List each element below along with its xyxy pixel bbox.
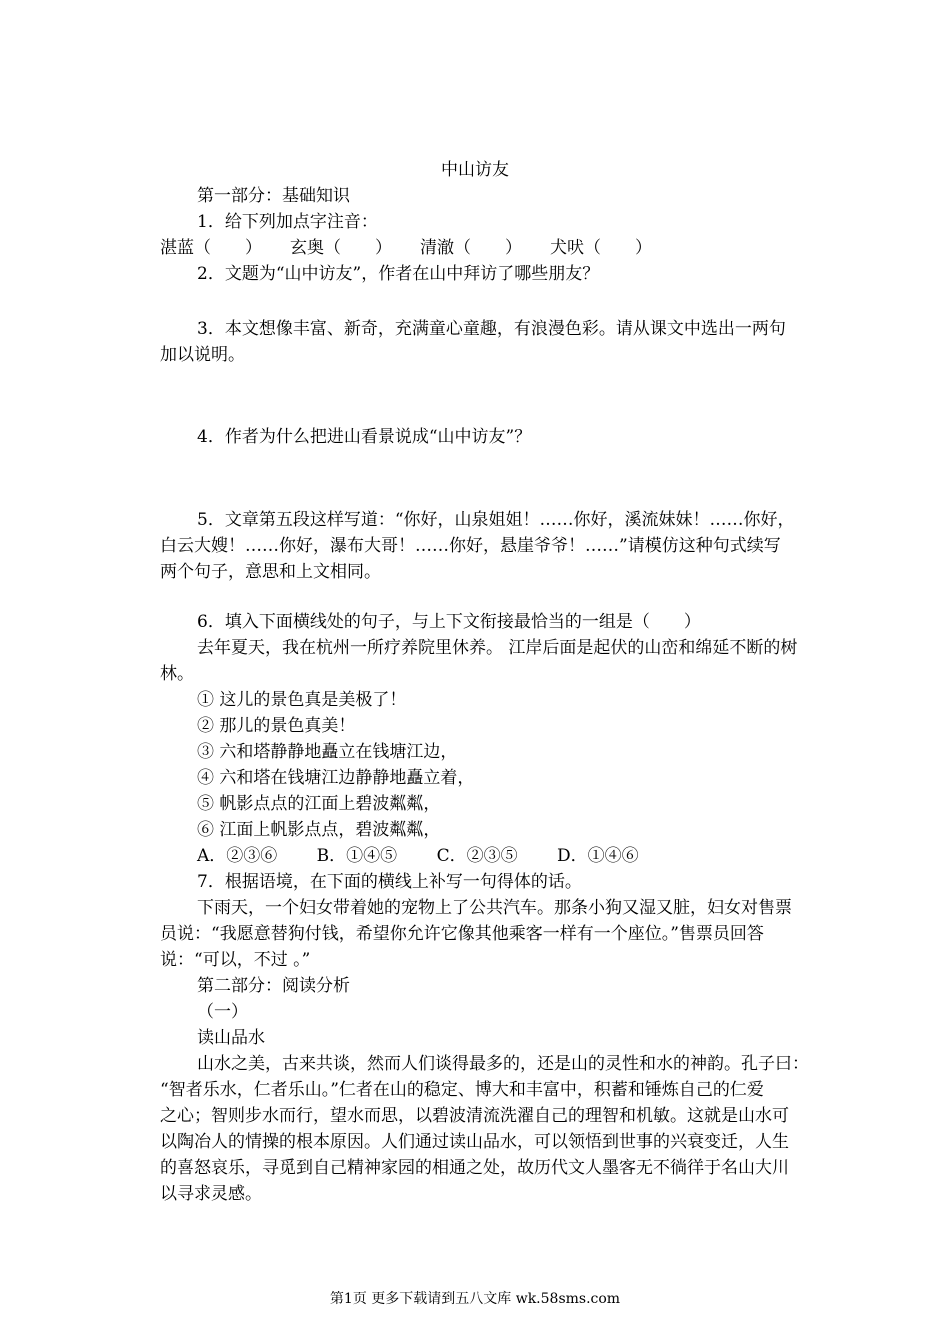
q6-option: ④ 六和塔在钱塘江边静静地矗立着， bbox=[197, 768, 475, 788]
q6-passage-line: 林。 bbox=[160, 664, 194, 684]
q1-item: 玄奥（ ） bbox=[290, 238, 392, 258]
q1-item: 湛蓝（ ） bbox=[160, 238, 262, 258]
section-label: （一） bbox=[197, 1002, 248, 1022]
q1-item: 清澈（ ） bbox=[420, 238, 522, 258]
q6-choices: A．②③⑥ B．①④⑤ C．②③⑤ D．①④⑥ bbox=[197, 846, 639, 866]
q2-question: 2．文题为“山中访友”，作者在山中拜访了哪些朋友？ bbox=[197, 264, 600, 284]
q6-option: ② 那儿的景色真美！ bbox=[197, 716, 356, 736]
part1-heading: 第一部分：基础知识 bbox=[197, 186, 350, 206]
q1-items bbox=[160, 235, 680, 261]
q1-item: 犬吠（ ） bbox=[550, 238, 652, 258]
page-footer: 第1页 更多下载请到五八文库 wk.58sms.com bbox=[329, 1291, 621, 1307]
q1-stem: 1．给下列加点字注音： bbox=[197, 212, 378, 232]
q5-line: 白云大嫂！……你好，瀑布大哥！……你好，悬崖爷爷！……”请模仿这种句式续写 bbox=[160, 536, 781, 556]
q6-option: ① 这儿的景色真是美极了！ bbox=[197, 690, 407, 710]
reading-line: 山水之美，古来共谈，然而人们谈得最多的，还是山的灵性和水的神韵。孔子曰： bbox=[197, 1054, 809, 1074]
q5-line: 两个句子，意思和上文相同。 bbox=[160, 562, 381, 582]
reading-line: 的喜怒哀乐，寻觅到自己精神家园的相通之处，故历代文人墨客无不徜徉于名山大川 bbox=[160, 1158, 789, 1178]
document-title: 中山访友 bbox=[441, 160, 509, 180]
q7-line: 员说：“我愿意替狗付钱，希望你允许它像其他乘客一样有一个座位。”售票员回答 bbox=[160, 924, 764, 944]
part2-heading: 第二部分：阅读分析 bbox=[197, 976, 350, 996]
q5-line: 5．文章第五段这样写道：“你好，山泉姐姐！……你好，溪流妹妹！……你好， bbox=[197, 510, 795, 530]
reading-title: 读山品水 bbox=[197, 1028, 265, 1048]
q6-option: ⑥ 江面上帆影点点，碧波粼粼， bbox=[197, 820, 441, 840]
q7-line: 说：“可以，不过 。” bbox=[160, 950, 311, 970]
q3-line: 3．本文想像丰富、新奇，充满童心童趣，有浪漫色彩。请从课文中选出一两句 bbox=[197, 319, 786, 339]
q3-line: 加以说明。 bbox=[160, 345, 245, 365]
reading-line: 之心；智则步水而行，望水而思，以碧波清流洗濯自己的理智和机敏。这就是山水可 bbox=[160, 1106, 789, 1126]
reading-line: “智者乐水，仁者乐山。”仁者在山的稳定、博大和丰富中，积蓄和锤炼自己的仁爱 bbox=[160, 1080, 764, 1100]
reading-line: 以陶冶人的情操的根本原因。人们通过读山品水，可以领悟到世事的兴衰变迁，人生 bbox=[160, 1132, 789, 1152]
q6-option: ③ 六和塔静静地矗立在钱塘江边， bbox=[197, 742, 458, 762]
q6-stem: 6．填入下面横线处的句子，与上下文衔接最恰当的一组是（ ） bbox=[197, 612, 701, 632]
q6-option: ⑤ 帆影点点的江面上碧波粼粼， bbox=[197, 794, 441, 814]
reading-line: 以寻求灵感。 bbox=[160, 1184, 262, 1204]
q6-passage-line: 去年夏天，我在杭州一所疗养院里休养。 江岸后面是起伏的山峦和绵延不断的树 bbox=[197, 638, 798, 658]
q7-stem: 7．根据语境，在下面的横线上补写一句得体的话。 bbox=[197, 872, 582, 892]
q4-question: 4．作者为什么把进山看景说成“山中访友”？ bbox=[197, 427, 532, 447]
q7-line: 下雨天，一个妇女带着她的宠物上了公共汽车。那条小狗又湿又脏，妇女对售票 bbox=[197, 898, 792, 918]
